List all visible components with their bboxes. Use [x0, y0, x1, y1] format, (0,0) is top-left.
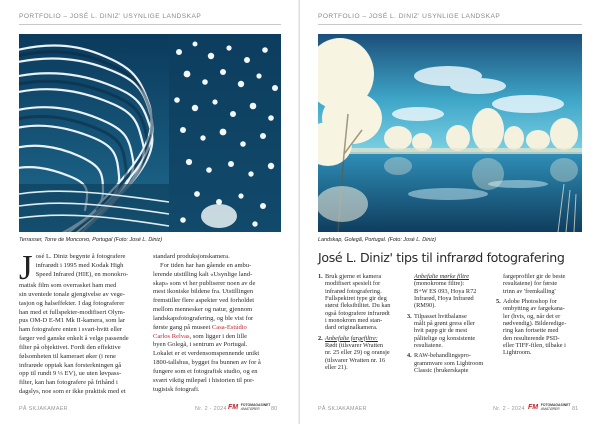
tip-line: ring kan fortsette med — [503, 327, 559, 335]
tip-line: Infrarød, Hoya Infrarød — [414, 295, 474, 303]
tip-line: trinn av 'fremkalling' — [503, 287, 556, 295]
tip-line: størst fleksibilitet. Du kan — [325, 302, 391, 310]
tip-line: modifisert spesielt for — [325, 280, 381, 288]
body-line: fremstiller flere aspekter ved forholdet — [153, 297, 255, 305]
body-line: matisk film som overrasket ham med — [19, 282, 117, 289]
body-line: ham fotografere enten i svart-hvitt eller — [19, 326, 123, 334]
tip-line: den resulterende PSD- — [503, 334, 560, 342]
tip-line: Lightroom. — [503, 349, 532, 357]
tip-heading: Anbefalte mørke filtre — [414, 273, 470, 280]
tip-line: resultatene. — [414, 342, 443, 350]
tip-line: eller TIFF-filen, tilbake i — [503, 342, 566, 350]
tip-line: ler (hvis, og, når det er — [503, 312, 561, 320]
logo-sub1: FOTOMAGASINET — [240, 403, 271, 407]
header-rule — [318, 24, 582, 25]
tip-line: grammvare som Lightroom — [414, 359, 484, 367]
body-line: filter, kan han fotografere på frihånd i — [19, 379, 118, 387]
body-line: mest ikoniske bildene fra. Utstillingen — [153, 288, 254, 296]
body-line: lerende utstilling kalt «Usynlige land- — [153, 270, 253, 278]
logo-sub1: FOTOMAGASINET — [540, 403, 571, 407]
body-line: farger ved ganske enkelt å velge passende — [19, 335, 129, 343]
body-line: landskapsfotografering, og ble vist for — [153, 314, 254, 322]
article-column-1 — [19, 248, 149, 397]
logo-mark: FM — [528, 403, 539, 411]
logo-subtitle — [541, 404, 571, 411]
magazine-logo — [228, 404, 270, 411]
tip-line: (RM90). — [414, 302, 436, 310]
body-text: første gang på museet — [153, 323, 211, 331]
tip-item — [407, 313, 493, 350]
body-line: For tiden har han gående en ambu- — [160, 261, 252, 269]
body-line: infrarøde opptak kan forsterkningen gå — [19, 361, 122, 369]
tip-line: Fullspektret type gir deg — [325, 295, 387, 303]
tip-item — [496, 298, 584, 357]
tip-heading: Anbefalte fargefiltre: — [325, 334, 378, 342]
tip-line: Classic (brukerskapte — [414, 367, 469, 375]
body-line: Lokalet er et verdensomspennende unikt — [153, 350, 260, 358]
footer-section-label: PÅ SKJAKAMAER — [318, 406, 367, 412]
body-line: følsomheten til kameraet øker (i rene — [19, 352, 116, 360]
body-line: osé L. Diniz begynte å fotografere — [35, 253, 126, 260]
logo-mark: FM — [228, 403, 239, 411]
photo-caption: Terrasser, Torre de Moncorvo, Portugal (Foto: José L. Diniz) — [19, 237, 163, 243]
tip-line: i monokrom med stan- — [325, 317, 383, 325]
body-line: standard produksjonskamera. — [153, 253, 230, 260]
body-line: dagslys, noe som er ikke praktisk med et — [19, 388, 126, 396]
tip-line: resultatene) for første — [503, 280, 558, 288]
tip-line: Adobe Photoshop for — [503, 298, 557, 306]
tip-line: pålitelige og konsistente — [414, 334, 476, 342]
tip-line: fargeprofiler gir de beste — [503, 273, 566, 280]
tip-line: Bruk gjerne et kamera — [325, 273, 382, 280]
logo-sub2: AMATØRER — [540, 406, 560, 411]
tip-line: (monokrome filtre): — [414, 280, 465, 288]
photo-caption: Landskap, Golegã, Portugal. (Foto: José L. Diniz) — [318, 237, 437, 243]
tip-number: 5. — [496, 298, 501, 306]
body-line: infrarødt i 1995 med Kodak High — [35, 261, 124, 269]
body-text: , som ligger i den lille — [189, 332, 248, 340]
tip-line: nødvendig). Bilderedige- — [503, 320, 567, 328]
tips-column-3 — [496, 273, 584, 360]
body-line: han med et fullspekter-modifisert Olym- — [19, 308, 126, 316]
footer-issue: Nr. 2 - 2024 — [493, 406, 525, 412]
tip-number: 2. — [318, 334, 323, 342]
tip-line: Rødt (tilsvarer Wratten — [325, 342, 384, 350]
body-line: 1800-tallshus, bygget fra bunnen av for å — [153, 359, 261, 367]
tip-line: ombytting av fargekana- — [503, 305, 565, 313]
tip-line: hvit papp gir de mest — [414, 327, 468, 335]
magazine-logo — [528, 404, 570, 411]
body-line: opp til rundt 9 ⅓ EV), ue uten løvpass- — [19, 370, 122, 378]
body-line: fungere som et fotografisk studio, og en — [153, 367, 258, 375]
golega-landscape-photo — [318, 34, 582, 232]
body-line: tasjon og halseffekter. I dag fotograferer — [19, 299, 125, 307]
tip-line: (tilsvarer Wratten nr. 16 — [325, 356, 386, 364]
tip-line: B+W ES 093, Hoya R72 — [414, 287, 477, 295]
footer-issue: Nr. 2 - 2024 — [195, 406, 227, 412]
tip-item — [407, 273, 493, 310]
tip-line: også fotografere infrarødt — [325, 309, 390, 317]
body-line: filter på objektivet. Fordi den effektive — [19, 343, 121, 351]
tip-line: nr. 25 eller 29) og oransje — [325, 349, 390, 357]
body-line: pus OM-D E-M1 Mk II-kamera, som lar — [19, 317, 126, 325]
museum-link: Casa-Estúdio — [211, 323, 247, 331]
drop-cap: J — [19, 248, 33, 287]
body-line: tugisisk fotografi. — [153, 385, 200, 393]
terrace-photo — [19, 34, 281, 232]
body-line — [153, 333, 285, 342]
tip-line: dard originalkamera. — [325, 324, 378, 332]
tip-line: målt på grønt gress eller — [414, 320, 475, 328]
body-line: skap» som vi her publiserer noen av de — [153, 279, 256, 287]
tip-number: 3. — [407, 312, 412, 320]
running-header: PORTFOLIO – JOSÉ L. DINIZ' USYNLIGE LANDSKAP — [19, 13, 202, 20]
tip-item — [318, 335, 404, 372]
page-number: 80 — [271, 406, 278, 412]
logo-sub2: AMATØRER — [240, 406, 260, 411]
body-line — [153, 324, 285, 333]
tip-item — [407, 352, 493, 374]
body-line: mellom mennesker og natur, gjennom — [153, 306, 253, 314]
logo-subtitle — [241, 404, 271, 411]
body-line: sin uventede tonale gjengivelse av vege- — [19, 290, 125, 298]
tips-column-2 — [407, 273, 493, 377]
museum-link: Carlos Relvas — [153, 332, 190, 340]
page-number: 81 — [572, 406, 579, 412]
tip-line: RAW-behandlingspro- — [414, 352, 471, 360]
article-column-2 — [153, 253, 285, 395]
tip-number: 1. — [318, 273, 323, 280]
header-rule — [19, 24, 281, 25]
tip-line: infrarød fotografering. — [325, 287, 382, 295]
tip-number: 4. — [407, 352, 412, 360]
tip-line: Tilpasset hvitbalanse — [414, 312, 467, 320]
tips-column-1 — [318, 273, 404, 374]
tips-title: José L. Diniz' tips til infrarød fotografering — [318, 250, 565, 265]
body-line: byen Golegã, i sentrum av Portugal. — [153, 341, 248, 349]
tip-item — [318, 273, 404, 332]
running-header: PORTFOLIO – JOSÉ L. DINIZ' USYNLIGE LANDSKAP — [318, 13, 501, 20]
body-line: svært viktig milepæl i historien til por- — [153, 376, 255, 384]
body-line: Speed Infrared (HIE), en monokro- — [35, 270, 129, 278]
footer-section-label: PÅ SKJAKAMAER — [19, 406, 68, 412]
right-page — [300, 0, 600, 424]
tip-item — [496, 273, 584, 295]
tip-line: eller 21). — [325, 364, 348, 372]
